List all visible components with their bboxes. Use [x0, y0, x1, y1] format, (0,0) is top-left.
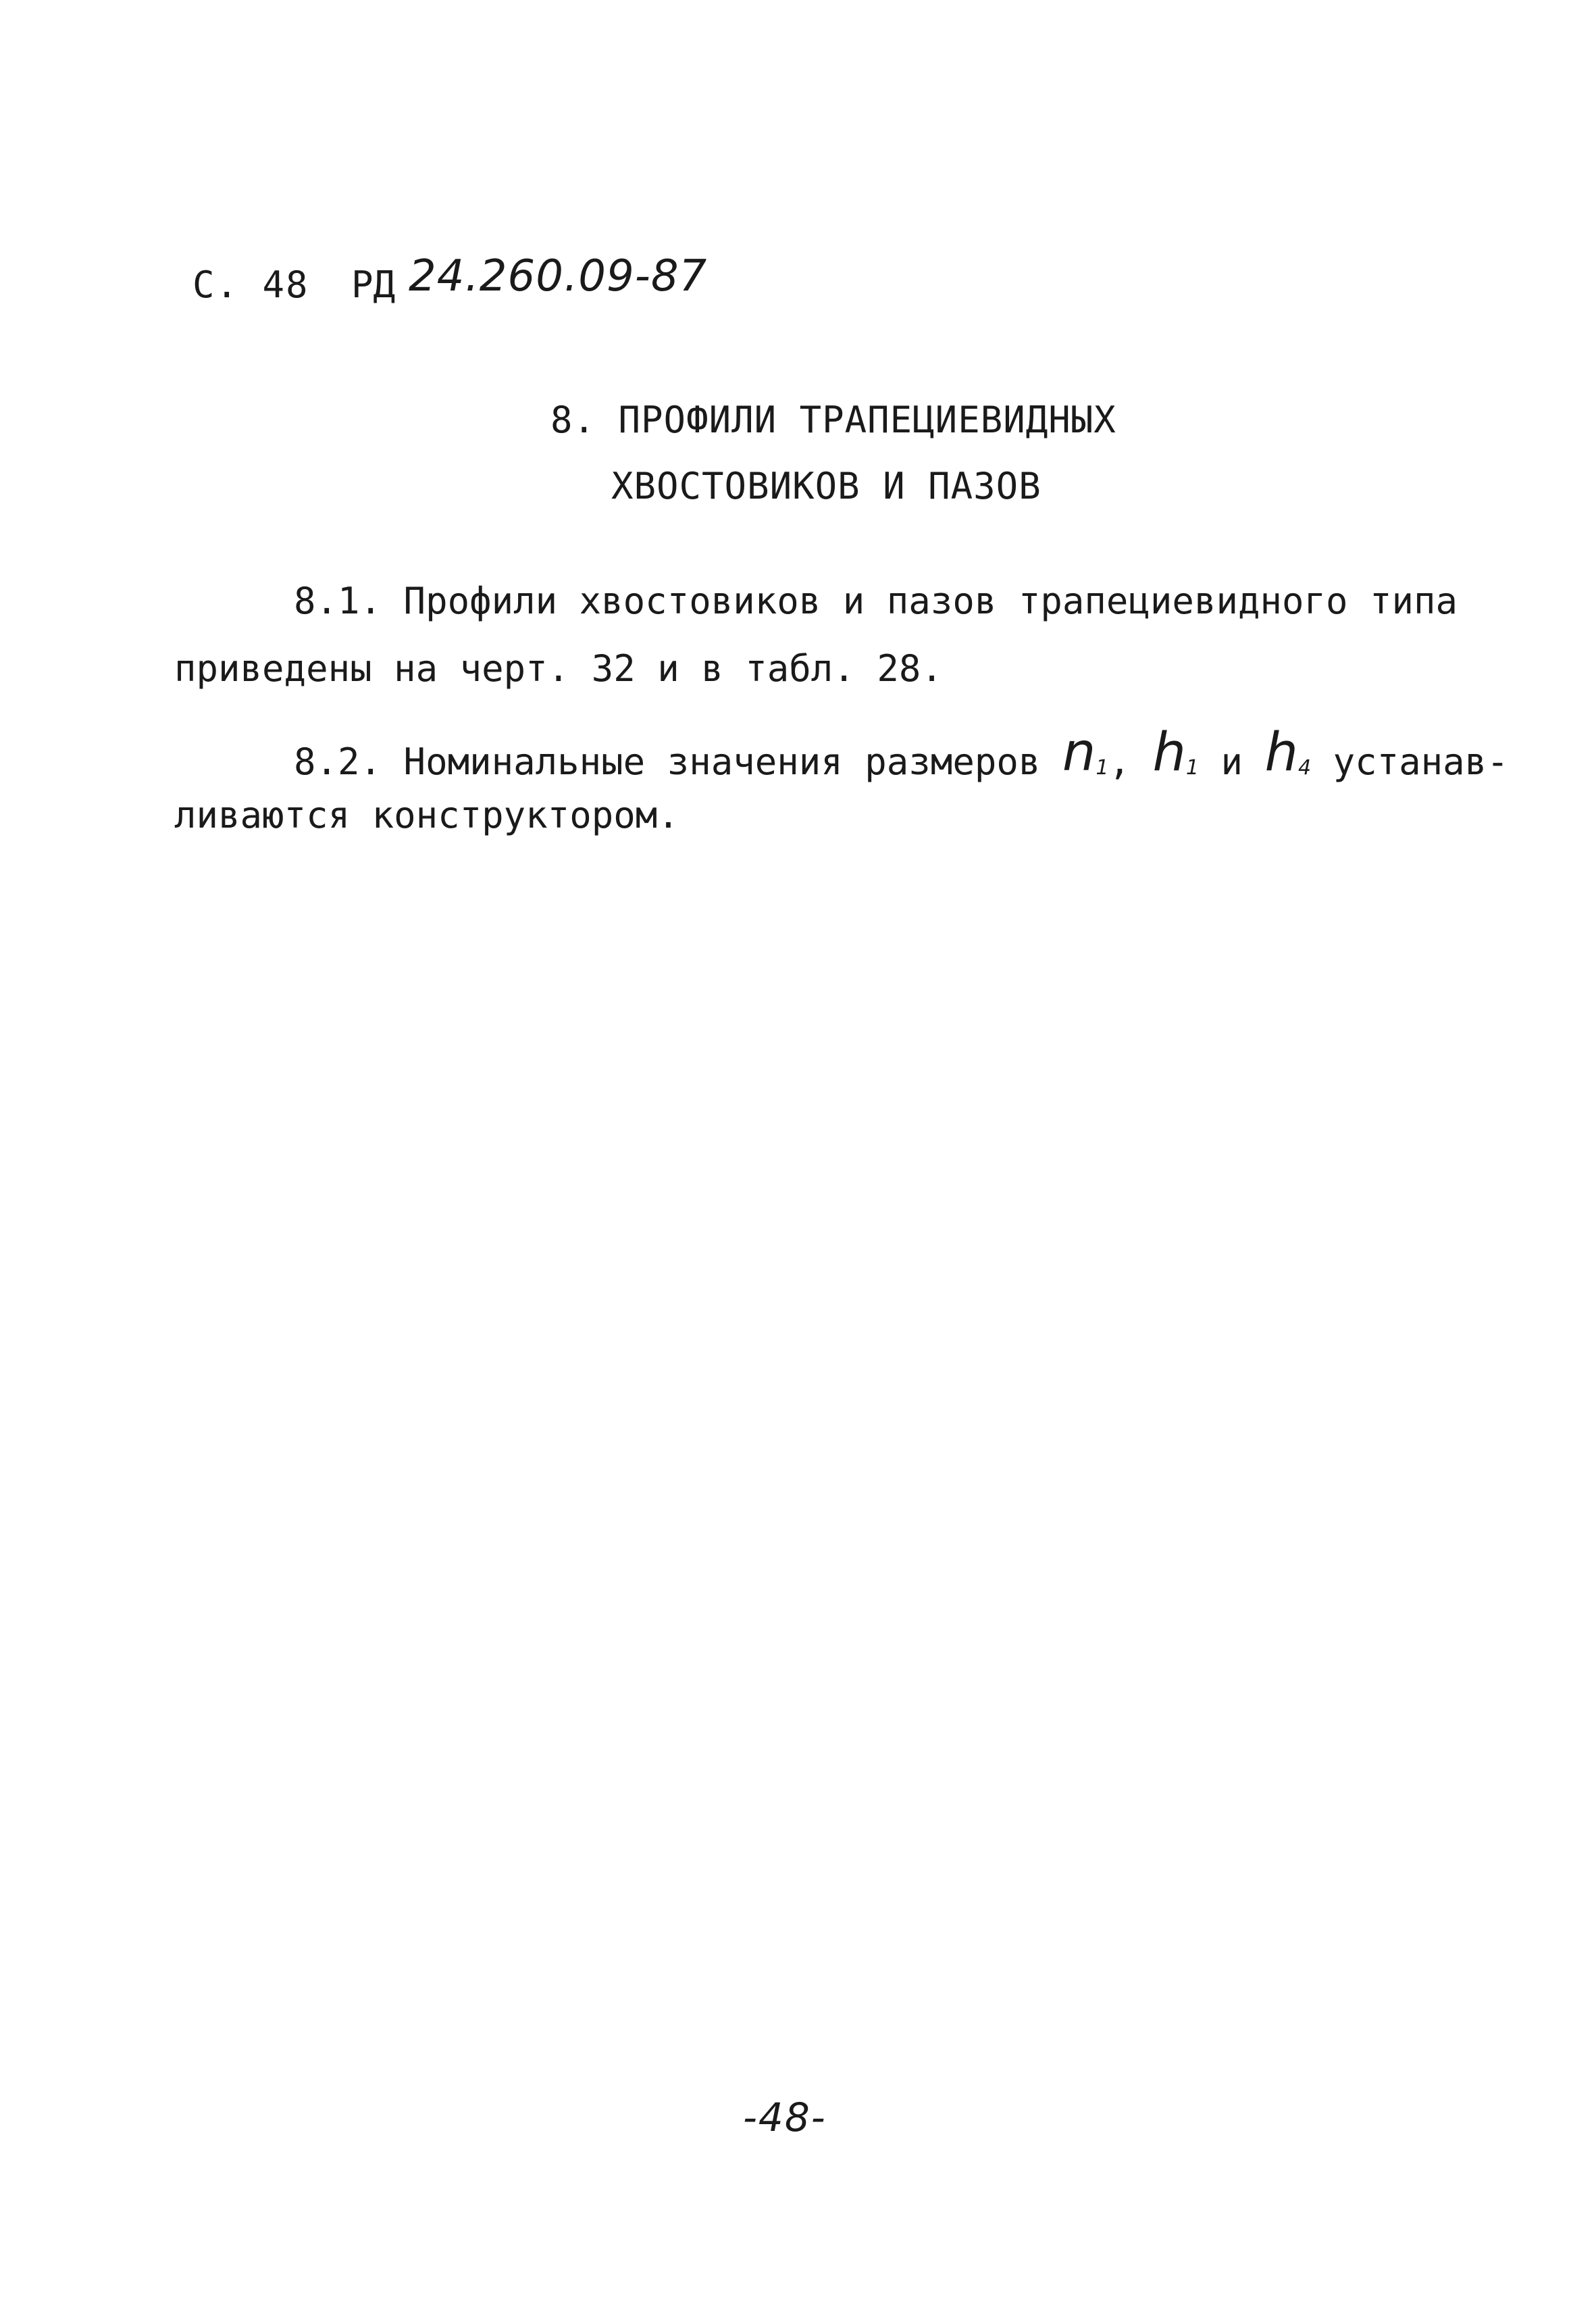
symbol-h1-base: h	[1152, 722, 1186, 783]
document-prefix: РД	[351, 263, 396, 306]
paragraph-8-2-line-2: ливаются конструктором.	[174, 794, 679, 836]
section-title-line-2: ХВОСТОВИКОВ И ПАЗОВ	[611, 465, 1041, 507]
symbol-h1	[1152, 722, 1199, 783]
symbol-separator: ,	[1108, 740, 1131, 783]
paragraph-8-2-text-start: 8.2. Номинальные значения размеров	[294, 740, 1041, 783]
paragraph-8-2-text-end: устанав-	[1333, 740, 1509, 783]
symbol-h4-base: h	[1264, 722, 1298, 783]
section-title-line-1: 8. ПРОФИЛИ ТРАПЕЦИЕВИДНЫХ	[550, 399, 1116, 441]
symbol-n1-subscript: 1	[1096, 756, 1109, 780]
paragraph-8-2-line-1	[294, 722, 1509, 787]
symbol-n1	[1062, 722, 1109, 783]
document-number-handwritten: 24.260.09-87	[409, 251, 708, 301]
symbol-h1-subscript: 1	[1185, 756, 1199, 780]
symbol-h4	[1265, 722, 1312, 783]
conjunction-and: и	[1220, 740, 1243, 783]
paragraph-8-1-line-2: приведены на черт. 32 и в табл. 28.	[174, 647, 943, 690]
symbol-h4-subscript: 4	[1297, 756, 1312, 780]
page-label: С. 48	[192, 263, 309, 306]
paragraph-8-1-line-1: 8.1. Профили хвостовиков и пазов трапециевидного типа	[294, 580, 1458, 622]
page-number-footer: -48-	[743, 2094, 827, 2140]
symbol-n1-base: n	[1062, 722, 1096, 783]
